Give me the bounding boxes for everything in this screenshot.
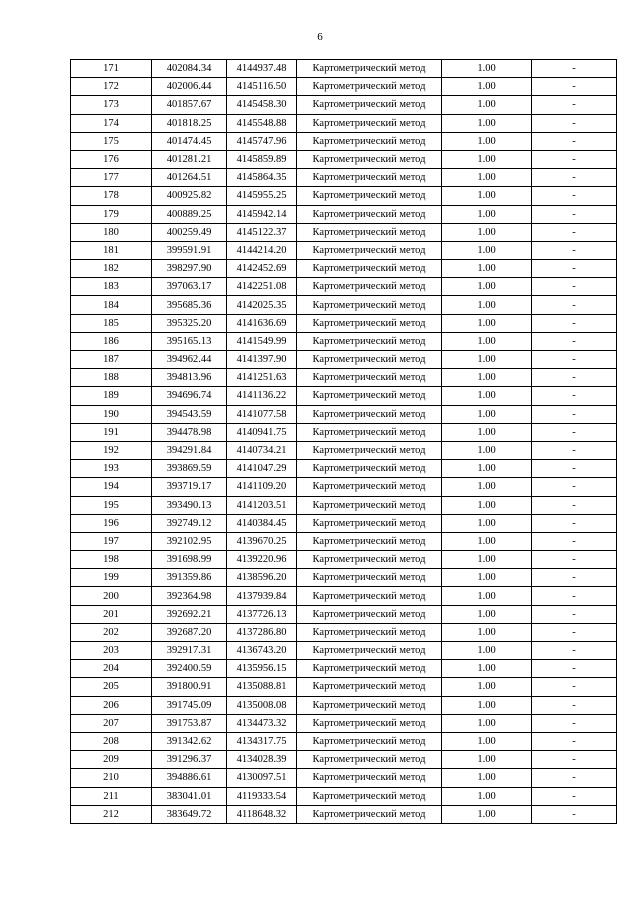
table-row <box>71 496 617 514</box>
table-row <box>71 678 617 696</box>
table-row <box>71 278 617 296</box>
extra-cell: - <box>532 805 617 823</box>
y-coordinate-cell: 4142452.69 <box>227 260 297 278</box>
x-coordinate-cell: 401818.25 <box>152 114 227 132</box>
point-number-cell: 208 <box>71 732 152 750</box>
extra-cell: - <box>532 623 617 641</box>
method-cell: Картометрический метод <box>297 223 442 241</box>
method-cell: Картометрический метод <box>297 441 442 459</box>
table-row <box>71 60 617 78</box>
x-coordinate-cell: 402084.34 <box>152 60 227 78</box>
x-coordinate-cell: 401857.67 <box>152 96 227 114</box>
method-cell: Картометрический метод <box>297 114 442 132</box>
point-number-cell: 179 <box>71 205 152 223</box>
extra-cell: - <box>532 351 617 369</box>
y-coordinate-cell: 4130097.51 <box>227 769 297 787</box>
method-cell: Картометрический метод <box>297 660 442 678</box>
table-row <box>71 369 617 387</box>
point-number-cell: 174 <box>71 114 152 132</box>
point-number-cell: 207 <box>71 714 152 732</box>
extra-cell: - <box>532 714 617 732</box>
x-coordinate-cell: 391698.99 <box>152 551 227 569</box>
x-coordinate-cell: 383041.01 <box>152 787 227 805</box>
method-cell: Картометрический метод <box>297 60 442 78</box>
x-coordinate-cell: 394696.74 <box>152 387 227 405</box>
precision-cell: 1.00 <box>442 405 532 423</box>
y-coordinate-cell: 4141109.20 <box>227 478 297 496</box>
x-coordinate-cell: 392749.12 <box>152 514 227 532</box>
precision-cell: 1.00 <box>442 332 532 350</box>
precision-cell: 1.00 <box>442 132 532 150</box>
coordinates-table <box>70 59 617 824</box>
method-cell: Картометрический метод <box>297 623 442 641</box>
method-cell: Картометрический метод <box>297 732 442 750</box>
precision-cell: 1.00 <box>442 351 532 369</box>
method-cell: Картометрический метод <box>297 241 442 259</box>
point-number-cell: 202 <box>71 623 152 641</box>
point-number-cell: 171 <box>71 60 152 78</box>
precision-cell: 1.00 <box>442 805 532 823</box>
point-number-cell: 201 <box>71 605 152 623</box>
table-row <box>71 296 617 314</box>
method-cell: Картометрический метод <box>297 514 442 532</box>
y-coordinate-cell: 4119333.54 <box>227 787 297 805</box>
y-coordinate-cell: 4137286.80 <box>227 623 297 641</box>
precision-cell: 1.00 <box>442 714 532 732</box>
table-row <box>71 460 617 478</box>
extra-cell: - <box>532 751 617 769</box>
extra-cell: - <box>532 205 617 223</box>
x-coordinate-cell: 402006.44 <box>152 78 227 96</box>
y-coordinate-cell: 4145548.88 <box>227 114 297 132</box>
point-number-cell: 185 <box>71 314 152 332</box>
extra-cell: - <box>532 296 617 314</box>
extra-cell: - <box>532 278 617 296</box>
x-coordinate-cell: 399591.91 <box>152 241 227 259</box>
x-coordinate-cell: 401474.45 <box>152 132 227 150</box>
y-coordinate-cell: 4137726.13 <box>227 605 297 623</box>
precision-cell: 1.00 <box>442 223 532 241</box>
table-row <box>71 387 617 405</box>
method-cell: Картометрический метод <box>297 187 442 205</box>
extra-cell: - <box>532 169 617 187</box>
y-coordinate-cell: 4140941.75 <box>227 423 297 441</box>
precision-cell: 1.00 <box>442 769 532 787</box>
point-number-cell: 182 <box>71 260 152 278</box>
method-cell: Картометрический метод <box>297 169 442 187</box>
point-number-cell: 181 <box>71 241 152 259</box>
point-number-cell: 195 <box>71 496 152 514</box>
table-row <box>71 114 617 132</box>
x-coordinate-cell: 394291.84 <box>152 441 227 459</box>
table-row <box>71 187 617 205</box>
y-coordinate-cell: 4139220.96 <box>227 551 297 569</box>
point-number-cell: 190 <box>71 405 152 423</box>
method-cell: Картометрический метод <box>297 787 442 805</box>
y-coordinate-cell: 4141136.22 <box>227 387 297 405</box>
x-coordinate-cell: 393869.59 <box>152 460 227 478</box>
x-coordinate-cell: 392687.20 <box>152 623 227 641</box>
method-cell: Картометрический метод <box>297 696 442 714</box>
point-number-cell: 186 <box>71 332 152 350</box>
table-row <box>71 205 617 223</box>
y-coordinate-cell: 4145864.35 <box>227 169 297 187</box>
extra-cell: - <box>532 114 617 132</box>
table-row <box>71 769 617 787</box>
precision-cell: 1.00 <box>442 241 532 259</box>
extra-cell: - <box>532 678 617 696</box>
method-cell: Картометрический метод <box>297 460 442 478</box>
x-coordinate-cell: 392917.31 <box>152 642 227 660</box>
method-cell: Картометрический метод <box>297 587 442 605</box>
precision-cell: 1.00 <box>442 150 532 168</box>
extra-cell: - <box>532 241 617 259</box>
x-coordinate-cell: 392102.95 <box>152 532 227 550</box>
method-cell: Картометрический метод <box>297 532 442 550</box>
x-coordinate-cell: 395685.36 <box>152 296 227 314</box>
x-coordinate-cell: 383649.72 <box>152 805 227 823</box>
y-coordinate-cell: 4118648.32 <box>227 805 297 823</box>
table-row <box>71 514 617 532</box>
point-number-cell: 188 <box>71 369 152 387</box>
method-cell: Картометрический метод <box>297 78 442 96</box>
precision-cell: 1.00 <box>442 623 532 641</box>
y-coordinate-cell: 4141077.58 <box>227 405 297 423</box>
method-cell: Картометрический метод <box>297 805 442 823</box>
method-cell: Картометрический метод <box>297 205 442 223</box>
table-row <box>71 96 617 114</box>
x-coordinate-cell: 394886.61 <box>152 769 227 787</box>
method-cell: Картометрический метод <box>297 551 442 569</box>
precision-cell: 1.00 <box>442 441 532 459</box>
x-coordinate-cell: 391359.86 <box>152 569 227 587</box>
method-cell: Картометрический метод <box>297 769 442 787</box>
point-number-cell: 209 <box>71 751 152 769</box>
table-row <box>71 732 617 750</box>
table-row <box>71 787 617 805</box>
point-number-cell: 180 <box>71 223 152 241</box>
extra-cell: - <box>532 96 617 114</box>
table-row <box>71 532 617 550</box>
y-coordinate-cell: 4136743.20 <box>227 642 297 660</box>
extra-cell: - <box>532 423 617 441</box>
x-coordinate-cell: 392692.21 <box>152 605 227 623</box>
x-coordinate-cell: 400925.82 <box>152 187 227 205</box>
y-coordinate-cell: 4141549.99 <box>227 332 297 350</box>
y-coordinate-cell: 4135956.15 <box>227 660 297 678</box>
table-row <box>71 332 617 350</box>
point-number-cell: 210 <box>71 769 152 787</box>
table-row <box>71 805 617 823</box>
table-row <box>71 423 617 441</box>
precision-cell: 1.00 <box>442 751 532 769</box>
point-number-cell: 198 <box>71 551 152 569</box>
extra-cell: - <box>532 332 617 350</box>
method-cell: Картометрический метод <box>297 296 442 314</box>
method-cell: Картометрический метод <box>297 678 442 696</box>
precision-cell: 1.00 <box>442 587 532 605</box>
x-coordinate-cell: 393490.13 <box>152 496 227 514</box>
point-number-cell: 204 <box>71 660 152 678</box>
extra-cell: - <box>532 660 617 678</box>
page-number: 6 <box>317 31 323 43</box>
method-cell: Картометрический метод <box>297 369 442 387</box>
table-row <box>71 569 617 587</box>
y-coordinate-cell: 4134028.39 <box>227 751 297 769</box>
method-cell: Картометрический метод <box>297 351 442 369</box>
precision-cell: 1.00 <box>442 423 532 441</box>
method-cell: Картометрический метод <box>297 605 442 623</box>
point-number-cell: 206 <box>71 696 152 714</box>
precision-cell: 1.00 <box>442 114 532 132</box>
precision-cell: 1.00 <box>442 732 532 750</box>
method-cell: Картометрический метод <box>297 132 442 150</box>
y-coordinate-cell: 4138596.20 <box>227 569 297 587</box>
extra-cell: - <box>532 405 617 423</box>
precision-cell: 1.00 <box>442 787 532 805</box>
point-number-cell: 212 <box>71 805 152 823</box>
table-row <box>71 642 617 660</box>
y-coordinate-cell: 4145116.50 <box>227 78 297 96</box>
x-coordinate-cell: 391753.87 <box>152 714 227 732</box>
point-number-cell: 211 <box>71 787 152 805</box>
precision-cell: 1.00 <box>442 551 532 569</box>
precision-cell: 1.00 <box>442 387 532 405</box>
y-coordinate-cell: 4135088.81 <box>227 678 297 696</box>
extra-cell: - <box>532 187 617 205</box>
extra-cell: - <box>532 769 617 787</box>
point-number-cell: 205 <box>71 678 152 696</box>
table-row <box>71 441 617 459</box>
extra-cell: - <box>532 605 617 623</box>
precision-cell: 1.00 <box>442 369 532 387</box>
point-number-cell: 177 <box>71 169 152 187</box>
y-coordinate-cell: 4142251.08 <box>227 278 297 296</box>
precision-cell: 1.00 <box>442 205 532 223</box>
precision-cell: 1.00 <box>442 532 532 550</box>
table-row <box>71 78 617 96</box>
precision-cell: 1.00 <box>442 96 532 114</box>
table-row <box>71 751 617 769</box>
point-number-cell: 200 <box>71 587 152 605</box>
extra-cell: - <box>532 696 617 714</box>
y-coordinate-cell: 4140734.21 <box>227 441 297 459</box>
extra-cell: - <box>532 787 617 805</box>
point-number-cell: 194 <box>71 478 152 496</box>
extra-cell: - <box>532 569 617 587</box>
extra-cell: - <box>532 150 617 168</box>
table-row <box>71 169 617 187</box>
x-coordinate-cell: 398297.90 <box>152 260 227 278</box>
method-cell: Картометрический метод <box>297 314 442 332</box>
method-cell: Картометрический метод <box>297 260 442 278</box>
y-coordinate-cell: 4141203.51 <box>227 496 297 514</box>
x-coordinate-cell: 395165.13 <box>152 332 227 350</box>
point-number-cell: 184 <box>71 296 152 314</box>
point-number-cell: 176 <box>71 150 152 168</box>
precision-cell: 1.00 <box>442 605 532 623</box>
x-coordinate-cell: 394813.96 <box>152 369 227 387</box>
point-number-cell: 189 <box>71 387 152 405</box>
x-coordinate-cell: 394543.59 <box>152 405 227 423</box>
precision-cell: 1.00 <box>442 78 532 96</box>
point-number-cell: 173 <box>71 96 152 114</box>
point-number-cell: 178 <box>71 187 152 205</box>
x-coordinate-cell: 400259.49 <box>152 223 227 241</box>
table-row <box>71 696 617 714</box>
extra-cell: - <box>532 132 617 150</box>
x-coordinate-cell: 391800.91 <box>152 678 227 696</box>
point-number-cell: 192 <box>71 441 152 459</box>
precision-cell: 1.00 <box>442 260 532 278</box>
precision-cell: 1.00 <box>442 496 532 514</box>
point-number-cell: 203 <box>71 642 152 660</box>
table-row <box>71 605 617 623</box>
extra-cell: - <box>532 532 617 550</box>
y-coordinate-cell: 4145458.30 <box>227 96 297 114</box>
point-number-cell: 197 <box>71 532 152 550</box>
point-number-cell: 199 <box>71 569 152 587</box>
extra-cell: - <box>532 60 617 78</box>
y-coordinate-cell: 4145942.14 <box>227 205 297 223</box>
extra-cell: - <box>532 260 617 278</box>
y-coordinate-cell: 4137939.84 <box>227 587 297 605</box>
precision-cell: 1.00 <box>442 696 532 714</box>
y-coordinate-cell: 4134317.75 <box>227 732 297 750</box>
point-number-cell: 183 <box>71 278 152 296</box>
method-cell: Картометрический метод <box>297 96 442 114</box>
table-row <box>71 223 617 241</box>
method-cell: Картометрический метод <box>297 751 442 769</box>
extra-cell: - <box>532 441 617 459</box>
table-row <box>71 587 617 605</box>
x-coordinate-cell: 394962.44 <box>152 351 227 369</box>
extra-cell: - <box>532 460 617 478</box>
method-cell: Картометрический метод <box>297 496 442 514</box>
table-row <box>71 551 617 569</box>
method-cell: Картометрический метод <box>297 387 442 405</box>
extra-cell: - <box>532 587 617 605</box>
precision-cell: 1.00 <box>442 569 532 587</box>
table-row <box>71 241 617 259</box>
table-row <box>71 405 617 423</box>
x-coordinate-cell: 392364.98 <box>152 587 227 605</box>
point-number-cell: 196 <box>71 514 152 532</box>
table-row <box>71 660 617 678</box>
extra-cell: - <box>532 387 617 405</box>
precision-cell: 1.00 <box>442 478 532 496</box>
extra-cell: - <box>532 223 617 241</box>
extra-cell: - <box>532 642 617 660</box>
table-row <box>71 314 617 332</box>
extra-cell: - <box>532 78 617 96</box>
x-coordinate-cell: 392400.59 <box>152 660 227 678</box>
point-number-cell: 172 <box>71 78 152 96</box>
precision-cell: 1.00 <box>442 169 532 187</box>
precision-cell: 1.00 <box>442 60 532 78</box>
table-row <box>71 260 617 278</box>
extra-cell: - <box>532 314 617 332</box>
point-number-cell: 187 <box>71 351 152 369</box>
y-coordinate-cell: 4145859.89 <box>227 150 297 168</box>
x-coordinate-cell: 394478.98 <box>152 423 227 441</box>
method-cell: Картометрический метод <box>297 405 442 423</box>
extra-cell: - <box>532 496 617 514</box>
precision-cell: 1.00 <box>442 678 532 696</box>
method-cell: Картометрический метод <box>297 714 442 732</box>
x-coordinate-cell: 395325.20 <box>152 314 227 332</box>
y-coordinate-cell: 4135008.08 <box>227 696 297 714</box>
precision-cell: 1.00 <box>442 278 532 296</box>
coordinates-table-body <box>71 60 617 824</box>
x-coordinate-cell: 400889.25 <box>152 205 227 223</box>
y-coordinate-cell: 4144214.20 <box>227 241 297 259</box>
x-coordinate-cell: 397063.17 <box>152 278 227 296</box>
y-coordinate-cell: 4134473.32 <box>227 714 297 732</box>
method-cell: Картометрический метод <box>297 278 442 296</box>
x-coordinate-cell: 401281.21 <box>152 150 227 168</box>
table-row <box>71 478 617 496</box>
method-cell: Картометрический метод <box>297 150 442 168</box>
method-cell: Картометрический метод <box>297 478 442 496</box>
method-cell: Картометрический метод <box>297 569 442 587</box>
x-coordinate-cell: 393719.17 <box>152 478 227 496</box>
table-row <box>71 351 617 369</box>
y-coordinate-cell: 4145122.37 <box>227 223 297 241</box>
precision-cell: 1.00 <box>442 314 532 332</box>
x-coordinate-cell: 401264.51 <box>152 169 227 187</box>
extra-cell: - <box>532 514 617 532</box>
precision-cell: 1.00 <box>442 642 532 660</box>
extra-cell: - <box>532 551 617 569</box>
y-coordinate-cell: 4140384.45 <box>227 514 297 532</box>
table-row <box>71 623 617 641</box>
table-row <box>71 714 617 732</box>
method-cell: Картометрический метод <box>297 642 442 660</box>
x-coordinate-cell: 391342.62 <box>152 732 227 750</box>
y-coordinate-cell: 4141636.69 <box>227 314 297 332</box>
x-coordinate-cell: 391296.37 <box>152 751 227 769</box>
point-number-cell: 193 <box>71 460 152 478</box>
precision-cell: 1.00 <box>442 296 532 314</box>
y-coordinate-cell: 4145955.25 <box>227 187 297 205</box>
precision-cell: 1.00 <box>442 187 532 205</box>
extra-cell: - <box>532 478 617 496</box>
precision-cell: 1.00 <box>442 660 532 678</box>
point-number-cell: 175 <box>71 132 152 150</box>
y-coordinate-cell: 4141251.63 <box>227 369 297 387</box>
y-coordinate-cell: 4141047.29 <box>227 460 297 478</box>
extra-cell: - <box>532 369 617 387</box>
y-coordinate-cell: 4141397.90 <box>227 351 297 369</box>
table-row <box>71 150 617 168</box>
table-row <box>71 132 617 150</box>
y-coordinate-cell: 4144937.48 <box>227 60 297 78</box>
precision-cell: 1.00 <box>442 460 532 478</box>
method-cell: Картометрический метод <box>297 332 442 350</box>
x-coordinate-cell: 391745.09 <box>152 696 227 714</box>
y-coordinate-cell: 4142025.35 <box>227 296 297 314</box>
extra-cell: - <box>532 732 617 750</box>
point-number-cell: 191 <box>71 423 152 441</box>
method-cell: Картометрический метод <box>297 423 442 441</box>
precision-cell: 1.00 <box>442 514 532 532</box>
y-coordinate-cell: 4145747.96 <box>227 132 297 150</box>
y-coordinate-cell: 4139670.25 <box>227 532 297 550</box>
